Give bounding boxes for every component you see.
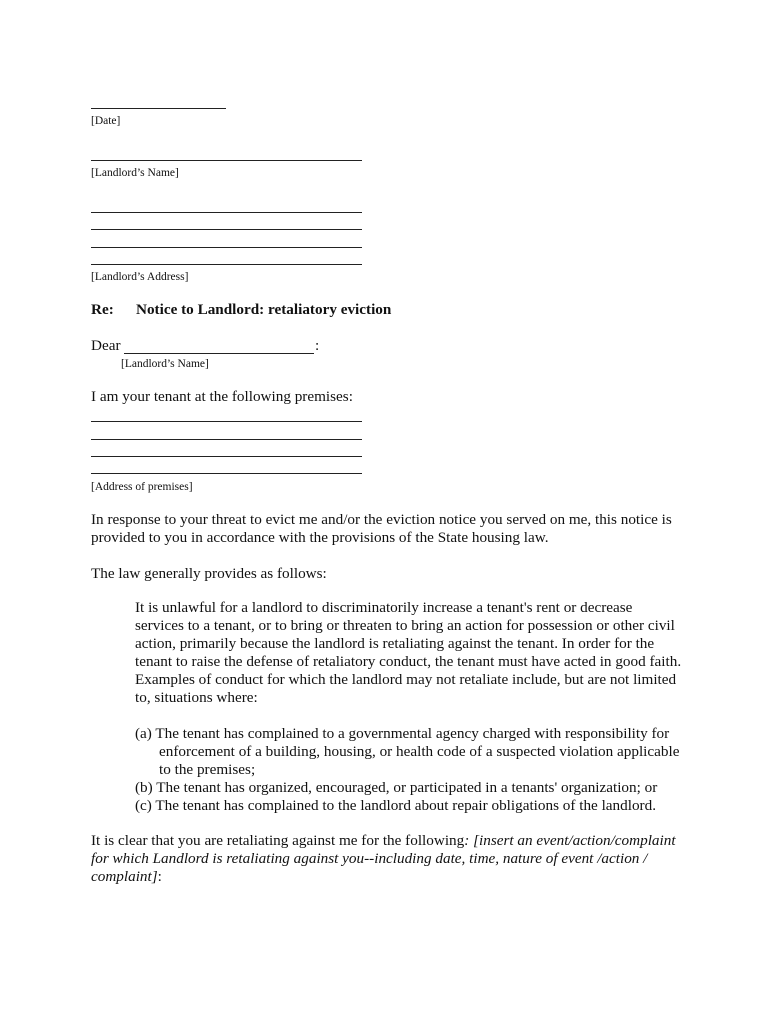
premises-line-4[interactable] [91, 473, 362, 474]
re-subject: Notice to Landlord: retaliatory eviction [136, 301, 392, 318]
closing-line-3 [91, 868, 162, 886]
law-intro: The law generally provides as follows: [91, 565, 327, 582]
landlord-address-line-2[interactable] [91, 229, 362, 230]
condition-a-line-2: enforcement of a building, housing, or health code of a suspected violation applicable [159, 743, 680, 760]
condition-c: (c) The tenant has complained to the landlord about repair obligations of the landlord. [135, 797, 657, 814]
closing-line-1-italic: : [insert an event/action/complaint [464, 832, 676, 849]
re-prefix: Re: [91, 301, 114, 318]
landlord-name-blank-line[interactable] [91, 160, 362, 161]
closing-line-3-italic: complaint] [91, 868, 158, 885]
closing-line-3-colon: : [157, 868, 162, 885]
closing-line-1-plain: It is clear that you are retaliating against me for the following [91, 832, 465, 849]
salutation-dear: Dear [91, 337, 121, 354]
response-line-2: provided to you in accordance with the provisions of the State housing law. [91, 529, 549, 546]
closing-line-1 [91, 832, 676, 850]
salutation-colon: : [315, 337, 320, 354]
landlord-address-label: [Landlord’s Address] [91, 271, 189, 283]
condition-b: (b) The tenant has organized, encouraged, or participated in a tenants' organization; or [135, 779, 658, 796]
premises-line-3[interactable] [91, 456, 362, 457]
landlord-name-label: [Landlord’s Name] [91, 167, 179, 179]
premises-label: [Address of premises] [91, 481, 193, 493]
landlord-address-line-3[interactable] [91, 247, 362, 248]
premises-intro: I am your tenant at the following premises: [91, 388, 353, 405]
closing-line-2: for which Landlord is retaliating against you--including date, time, nature of event /action / [91, 850, 648, 867]
law-quote-line-1: It is unlawful for a landlord to discriminatorily increase a tenant's rent or decrease [135, 599, 633, 616]
law-quote-line-2: services to a tenant, or to bring or threaten to bring an action for possession or other civil [135, 617, 675, 634]
date-blank-line[interactable] [91, 108, 226, 109]
landlord-address-line-1[interactable] [91, 212, 362, 213]
law-quote-line-4: tenant to raise the defense of retaliatory conduct, the tenant must have acted in good faith. [135, 653, 682, 670]
law-quote-line-3: action, primarily because the landlord is retaliating against the tenant. In order for the [135, 635, 655, 652]
salutation-name-blank-line[interactable] [124, 353, 314, 354]
law-quote-line-6: to, situations where: [135, 689, 258, 706]
law-quote-line-5: Examples of conduct for which the landlord may not retaliate include, but are not limited [135, 671, 677, 688]
response-line-1: In response to your threat to evict me and/or the eviction notice you served on me, this notice is [91, 511, 672, 528]
condition-a-line-3: to the premises; [159, 761, 256, 778]
landlord-address-line-4[interactable] [91, 264, 362, 265]
premises-line-1[interactable] [91, 421, 362, 422]
premises-line-2[interactable] [91, 439, 362, 440]
condition-a-line-1: (a) The tenant has complained to a governmental agency charged with responsibility for [135, 725, 670, 742]
salutation-name-label: [Landlord’s Name] [121, 358, 209, 370]
date-label: [Date] [91, 115, 121, 127]
